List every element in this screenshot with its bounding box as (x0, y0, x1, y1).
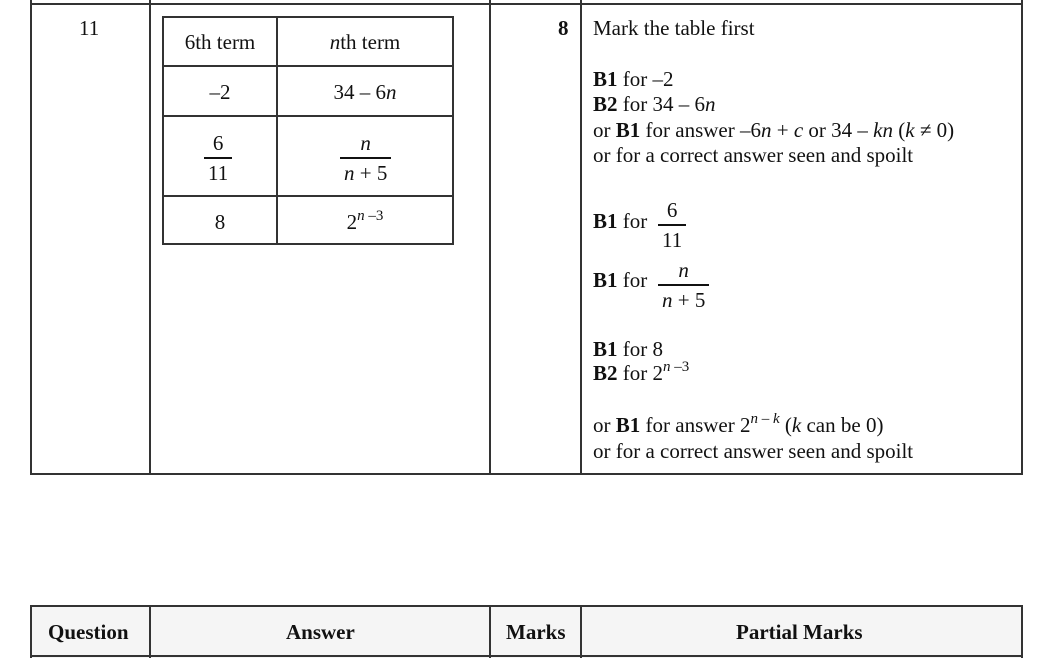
marks-value: 8 (558, 16, 569, 40)
sixth-term-value: 8 (214, 210, 226, 234)
header-question: Question (48, 620, 129, 644)
col-border (1021, 0, 1023, 475)
mark-line: or B1 for answer 2$^{n - k}$ (k can be 0) (593, 411, 884, 437)
mark-fraction: 6 11 (658, 198, 686, 252)
col-border (30, 0, 32, 475)
header-col-border (30, 605, 32, 658)
header-nth-term: nth term (329, 30, 401, 54)
header-col-border (489, 605, 491, 658)
answer-table-divider (164, 115, 452, 117)
col-border (149, 0, 151, 475)
header-top-border (30, 605, 1023, 607)
answer-table-divider (164, 65, 452, 67)
mark-line: or for a correct answer seen and spoilt (593, 143, 914, 167)
mark-line: or B1 for answer –6n + c or 34 – kn (k ≠ 0) (593, 118, 955, 142)
col-border (580, 0, 582, 475)
partial-marks-intro: Mark the table first (593, 16, 755, 40)
sixth-term-fraction: 6 11 (204, 131, 232, 185)
mark-fraction: n n + 5 (658, 258, 709, 312)
mark-line: B2 for 2$^{n -3}$ (593, 359, 690, 385)
col-border (489, 0, 491, 475)
sixth-term-value: –2 (209, 80, 231, 104)
header-col-border (1021, 605, 1023, 658)
mark-line: B1 for (593, 209, 648, 233)
mark-line: B1 for 8 (593, 337, 664, 361)
row-bottom-border (30, 473, 1023, 475)
nth-term-fraction: n n + 5 (340, 131, 391, 185)
answer-table (162, 16, 454, 245)
header-partial-marks: Partial Marks (736, 620, 863, 644)
header-bottom-border (30, 655, 1023, 657)
mark-line: or for a correct answer seen and spoilt (593, 439, 914, 463)
mark-line: B1 for –2 (593, 67, 674, 91)
row-top-border (30, 3, 1023, 5)
header-col-border (580, 605, 582, 658)
question-number: 11 (79, 16, 100, 40)
header-col-border (149, 605, 151, 658)
mark-line: B1 for (593, 268, 648, 292)
nth-term-power: 2$^{n -3}$ (346, 208, 384, 234)
mark-line: B2 for 34 – 6n (593, 92, 716, 116)
nth-term-value: 34 – 6n (333, 80, 397, 104)
header-answer: Answer (286, 620, 355, 644)
header-marks: Marks (506, 620, 566, 644)
answer-table-divider (164, 195, 452, 197)
header-6th-term: 6th term (184, 30, 256, 54)
